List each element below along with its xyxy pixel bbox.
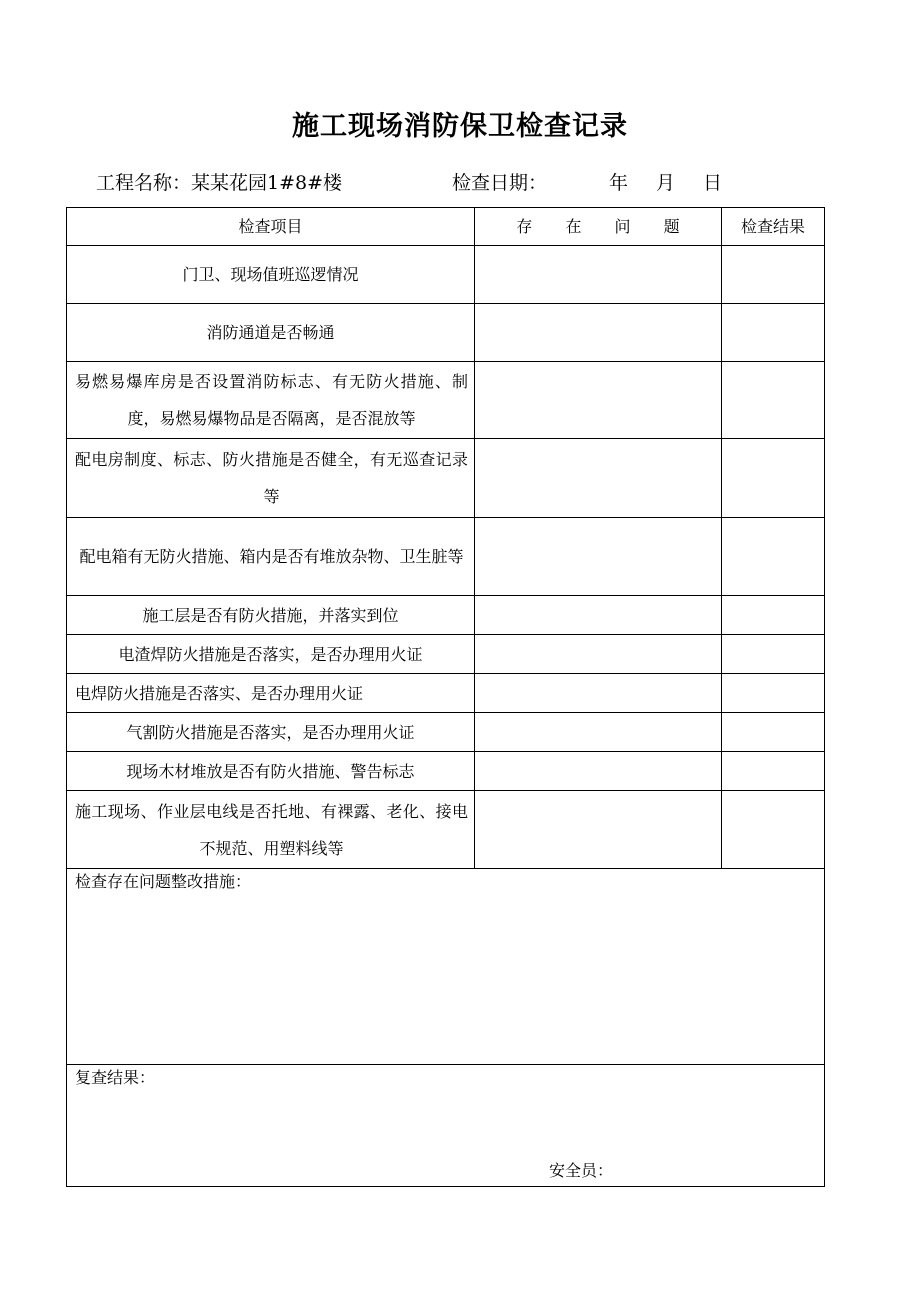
table-row <box>67 752 825 791</box>
table-header-row <box>67 208 825 246</box>
result-cell[interactable] <box>722 635 825 674</box>
issue-cell[interactable] <box>475 674 722 713</box>
issue-cell[interactable] <box>475 304 722 362</box>
result-cell[interactable] <box>722 518 825 596</box>
table-row <box>67 635 825 674</box>
date-day-label: 日 <box>703 172 723 194</box>
result-cell[interactable] <box>722 713 825 752</box>
header-existing-issues: 存 在 问 题 <box>475 208 722 246</box>
result-cell[interactable] <box>722 596 825 635</box>
header-inspection-result: 检查结果 <box>722 208 825 246</box>
date-month-label: 月 <box>656 172 676 194</box>
row-item: 易燃易爆库房是否设置消防标志、有无防火措施、制度，易燃易爆物品是否隔离，是否混放等 <box>67 362 475 439</box>
table-row <box>67 362 825 439</box>
table-row <box>67 246 825 304</box>
row-item: 施工现场、作业层电线是否托地、有裸露、老化、接电不规范、用塑料线等 <box>67 791 475 869</box>
issue-cell[interactable] <box>475 596 722 635</box>
inspection-table <box>66 207 825 1187</box>
rectification-cell[interactable] <box>67 869 825 1065</box>
result-cell[interactable] <box>722 439 825 518</box>
row-item: 配电箱有无防火措施、箱内是否有堆放杂物、卫生脏等 <box>67 518 475 596</box>
inspection-date-label: 检查日期： <box>452 172 548 194</box>
rectification-label: 检查存在问题整改措施： <box>75 872 252 891</box>
table-row <box>67 674 825 713</box>
project-name-line <box>96 168 342 195</box>
table-row <box>67 791 825 869</box>
table-row <box>67 518 825 596</box>
result-cell[interactable] <box>722 752 825 791</box>
header-inspection-item: 检查项目 <box>67 208 475 246</box>
row-item: 电焊防火措施是否落实、是否办理用火证 <box>67 674 475 713</box>
result-cell[interactable] <box>722 246 825 304</box>
table-row <box>67 304 825 362</box>
inspection-date-line <box>452 168 722 195</box>
table-row <box>67 713 825 752</box>
row-item: 现场木材堆放是否有防火措施、警告标志 <box>67 752 475 791</box>
row-item: 气割防火措施是否落实，是否办理用火证 <box>67 713 475 752</box>
rectification-row <box>67 869 825 1065</box>
table-row <box>67 439 825 518</box>
project-name-value: 某某花园1#8#楼 <box>191 172 343 194</box>
table-row <box>67 596 825 635</box>
issue-cell[interactable] <box>475 752 722 791</box>
issue-cell[interactable] <box>475 362 722 439</box>
project-name-label: 工程名称： <box>96 172 192 194</box>
issue-cell[interactable] <box>475 246 722 304</box>
issue-cell[interactable] <box>475 635 722 674</box>
result-cell[interactable] <box>722 362 825 439</box>
row-item: 施工层是否有防火措施，并落实到位 <box>67 596 475 635</box>
row-item: 消防通道是否畅通 <box>67 304 475 362</box>
issue-cell[interactable] <box>475 518 722 596</box>
recheck-cell[interactable] <box>67 1065 825 1187</box>
recheck-label: 复查结果： <box>75 1068 156 1087</box>
row-item: 门卫、现场值班巡逻情况 <box>67 246 475 304</box>
issue-cell[interactable] <box>475 439 722 518</box>
result-cell[interactable] <box>722 791 825 869</box>
date-year-label: 年 <box>609 172 629 194</box>
document-title: 施工现场消防保卫检查记录 <box>292 111 628 142</box>
result-cell[interactable] <box>722 304 825 362</box>
result-cell[interactable] <box>722 674 825 713</box>
recheck-row <box>67 1065 825 1187</box>
issue-cell[interactable] <box>475 791 722 869</box>
safety-officer-label: 安全员： <box>549 1161 614 1180</box>
row-item: 电渣焊防火措施是否落实，是否办理用火证 <box>67 635 475 674</box>
issue-cell[interactable] <box>475 713 722 752</box>
row-item: 配电房制度、标志、防火措施是否健全，有无巡查记录等 <box>67 439 475 518</box>
